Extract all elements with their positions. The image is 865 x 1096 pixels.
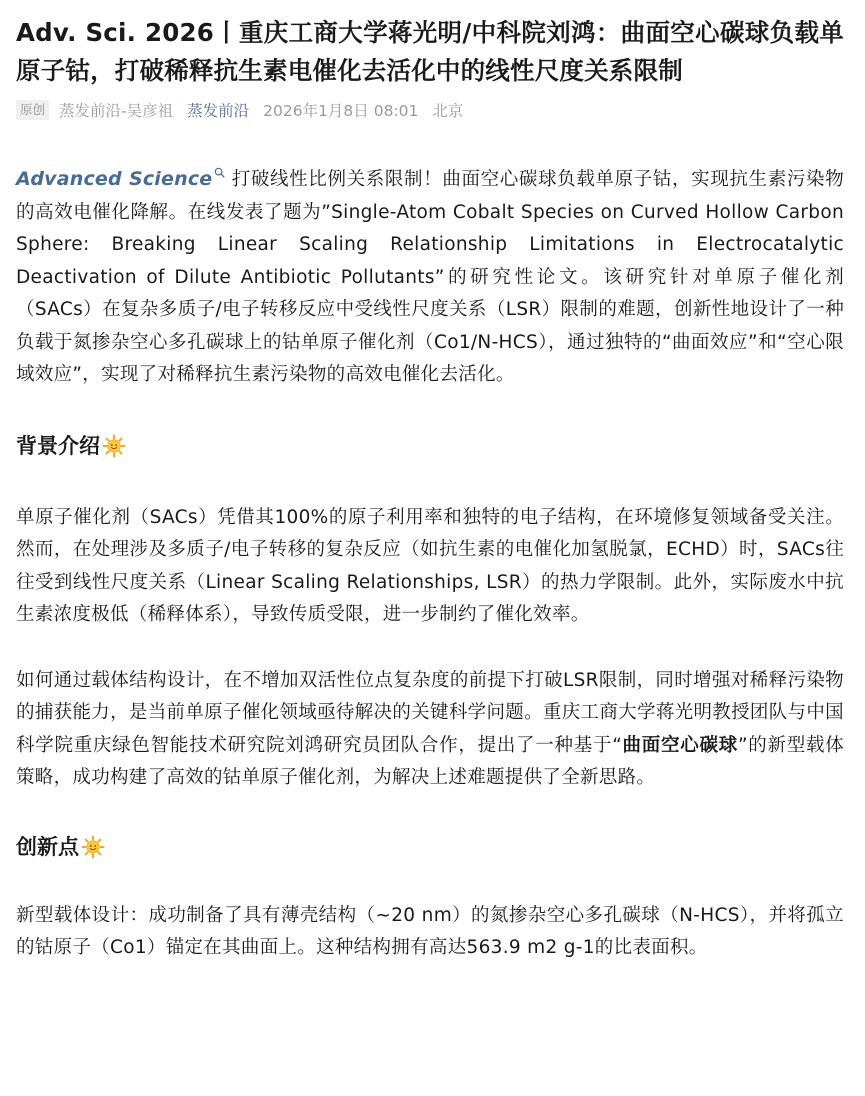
account-link[interactable]: 蒸发前沿 (187, 102, 250, 120)
background-paragraph-1: 单原子催化剂（SACs）凭借其100%的原子利用率和独特的电子结构，在环境修复领域备受关注。然而，在处理涉及多质子/电子转移的复杂反应（如抗生素的电催化加氢脱氯，ECHD）时，SACs往往受到线性尺度关系（Linear Scaling Relationships, LSR）的热力学限制。此外，实际废水中抗生素浓度极低（稀释体系），导致传质受限，进一步制约了催化效率。 (16, 506, 844, 625)
innovation-paragraph-1: 新型载体设计：成功制备了具有薄壳结构（~20 nm）的氮掺杂空心多孔碳球（N-HCS），并将孤立的钴原子（Co1）锚定在其曲面上。这种结构拥有高达563.9 m2 g-1的比表面积。 (16, 904, 844, 958)
article-title: Adv. Sci. 2026丨重庆工商大学蒋光明/中科院刘鸿：曲面空心碳球负载单原子钴，打破稀释抗生素电催化去活化中的线性尺度关系限制 (16, 18, 844, 85)
search-icon[interactable] (214, 167, 225, 178)
background-text-before: 如何通过载体结构设计，在不增加双活性位点复杂度的前提下打破LSR限制，同时增强对稀释污染物的捕获能力，是当前单原子催化领域亟待解决的关键科学问题。重庆工商大学蒋光明教授团队与中国科学院重庆绿色智能技术研究院刘鸿研究员团队合作，提出了一种基于“ (16, 669, 844, 756)
journal-link[interactable]: Advanced Science (16, 168, 213, 190)
background-bold-term: 曲面空心碳球 (622, 734, 738, 756)
section-heading-label: 创新点 (16, 834, 79, 859)
section-heading-label: 背景介绍 (16, 433, 100, 458)
sun-emoji-icon (102, 434, 126, 458)
background-paragraph-2 (16, 665, 844, 795)
original-badge: 原创 (16, 100, 49, 120)
article (16, 14, 844, 965)
background-text-after: ”的新型载体策略，成功构建了高效的钴单原子催化剂，为解决上述难题提供了全新思路。 (16, 734, 845, 788)
sun-emoji-icon (81, 835, 105, 859)
article-meta (16, 98, 844, 122)
publish-location: 北京 (432, 102, 464, 120)
section-heading-background (16, 430, 844, 462)
section-heading-innovation (16, 831, 844, 863)
intro-paragraph (16, 163, 844, 392)
author-name: 蒸发前沿-吴彦祖 (59, 102, 174, 120)
intro-text: 打破线性比例关系限制！曲面空心碳球负载单原子钴，实现抗生素污染物的高效电催化降解。在线发表了题为”Single-Atom Cobalt Species on Curved Hollow Carbon Sphere: Breaking Linear Scaling Relationship Limitations in Electrocatalytic Deactivation of Dilute Antibiotic Pollutants”的研究性论文。该研究针对单原子催化剂（SACs）在复杂多质子/电子转移反应中受线性尺度关系（LSR）限制的难题，创新性地设计了一种负载于氮掺杂空心多孔碳球上的钴单原子催化剂（Co1/N-HCS），通过独特的“曲面效应”和“空心限域效应”，实现了对稀释抗生素污染物的高效电催化去活化。 (16, 169, 844, 385)
publish-date: 2026年1月8日 08:01 (263, 102, 419, 120)
